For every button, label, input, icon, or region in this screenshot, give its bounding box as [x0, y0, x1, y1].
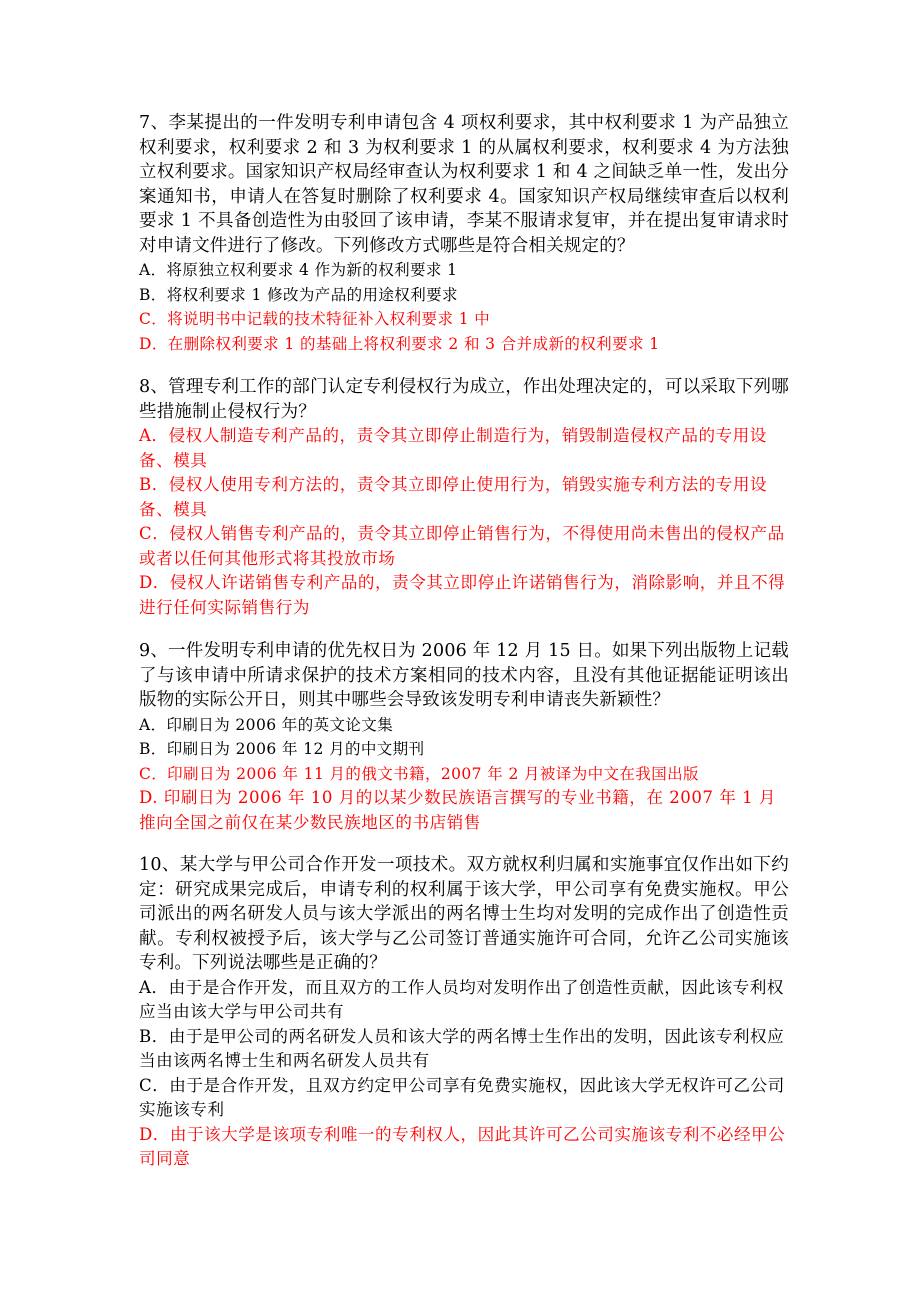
option-d-answer: D．在删除权利要求 1 的基础上将权利要求 2 和 3 合并成新的权利要求 1	[139, 334, 660, 353]
option-d-answer: D．由于该大学是该项专利唯一的专利权人，因此其许可乙公司实施该专利不必经甲公司同意	[139, 1124, 786, 1168]
option-a: A．将原独立权利要求 4 作为新的权利要求 1	[139, 261, 458, 279]
option-c: C．由于是合作开发，且双方约定甲公司享有免费实施权，因此该大学无权许可乙公司实施该专利	[139, 1075, 785, 1119]
option-c-answer: C．侵权人销售专利产品的，责令其立即停止销售行为，不得使用尚未售出的侵权产品或者以任何其他形式将其投放市场	[139, 524, 785, 568]
option-d-answer: D．侵权人许诺销售专利产品的，责令其立即停止许诺销售行为，消除影响，并且不得进行任何实际销售行为	[139, 573, 786, 617]
option-b: B．印刷日为 2006 年 12 月的中文期刊	[139, 740, 425, 758]
option-b: B．由于是甲公司的两名研发人员和该大学的两名博士生作出的发明，因此该专利权应当由该两名博士生和两名研发人员共有	[139, 1026, 785, 1070]
option-b-answer: B．侵权人使用专利方法的，责令其立即停止使用行为，销毁实施专利方法的专用设备、模具	[139, 475, 768, 519]
option-c-answer: C．将说明书中记载的技术特征补入权利要求 1 中	[139, 310, 491, 328]
option-a: A．由于是合作开发，而且双方的工作人员均对发明作出了创造性贡献，因此该专利权应当由该大学与甲公司共有	[139, 977, 784, 1021]
option-b: B．将权利要求 1 修改为产品的用途权利要求	[139, 285, 458, 304]
question-10	[139, 853, 789, 1172]
option-c-answer: C．印刷日为 2006 年 11 月的俄文书籍，2007 年 2 月被译为中文在我国出版	[139, 764, 699, 783]
option-d-answer: D. 印刷日为 2006 年 10 月的以某少数民族语言撰写的专业书籍，在 2007 年 1 月推向全国之前仅在某少数民族地区的书店销售	[139, 788, 777, 832]
question-7	[139, 111, 789, 356]
option-a: A．印刷日为 2006 年的英文论文集	[139, 715, 394, 734]
question-8	[139, 375, 789, 620]
question-9	[139, 639, 789, 835]
question-stem: 7、李某提出的一件发明专利申请包含 4 项权利要求，其中权利要求 1 为产品独立权利要求，权利要求 2 和 3 为权利要求 1 的从属权利要求，权利要求 4 为方法独立权利要求。国家知识产权局经审查认为权利要求 1 和 4 之间缺乏单一性，发出分案通知书，申请人在答复时删除了权利要求 4。国家知识产权局继续审查后以权利要求 1 不具备创造性为由驳回了该申请，李某不服请求复审，并在提出复审请求时对申请文件进行了修改。下列修改方式哪些是符合相关规定的？	[139, 113, 789, 256]
question-stem: 10、某大学与甲公司合作开发一项技术。双方就权利归属和实施事宜仅作出如下约定：研究成果完成后，申请专利的权利属于该大学，甲公司享有免费实施权。甲公司派出的两名研发人员与该大学派出的两名博士生均对发明的完成作出了创造性贡献。专利权被授予后，该大学与乙公司签订普通实施许可合同，允许乙公司实施该专利。下列说法哪些是正确的？	[139, 855, 789, 973]
question-stem: 9、一件发明专利申请的优先权日为 2006 年 12 月 15 日。如果下列出版物上记载了与该申请中所请求保护的技术方案相同的技术内容，且没有其他证据能证明该出版物的实际公开日，则其中哪些会导致该发明专利申请丧失新颖性？	[139, 641, 789, 710]
option-a-answer: A．侵权人制造专利产品的，责令其立即停止制造行为，销毁制造侵权产品的专用设备、模具	[139, 426, 767, 470]
question-stem: 8、管理专利工作的部门认定专利侵权行为成立，作出处理决定的，可以采取下列哪些措施制止侵权行为？	[139, 377, 789, 422]
